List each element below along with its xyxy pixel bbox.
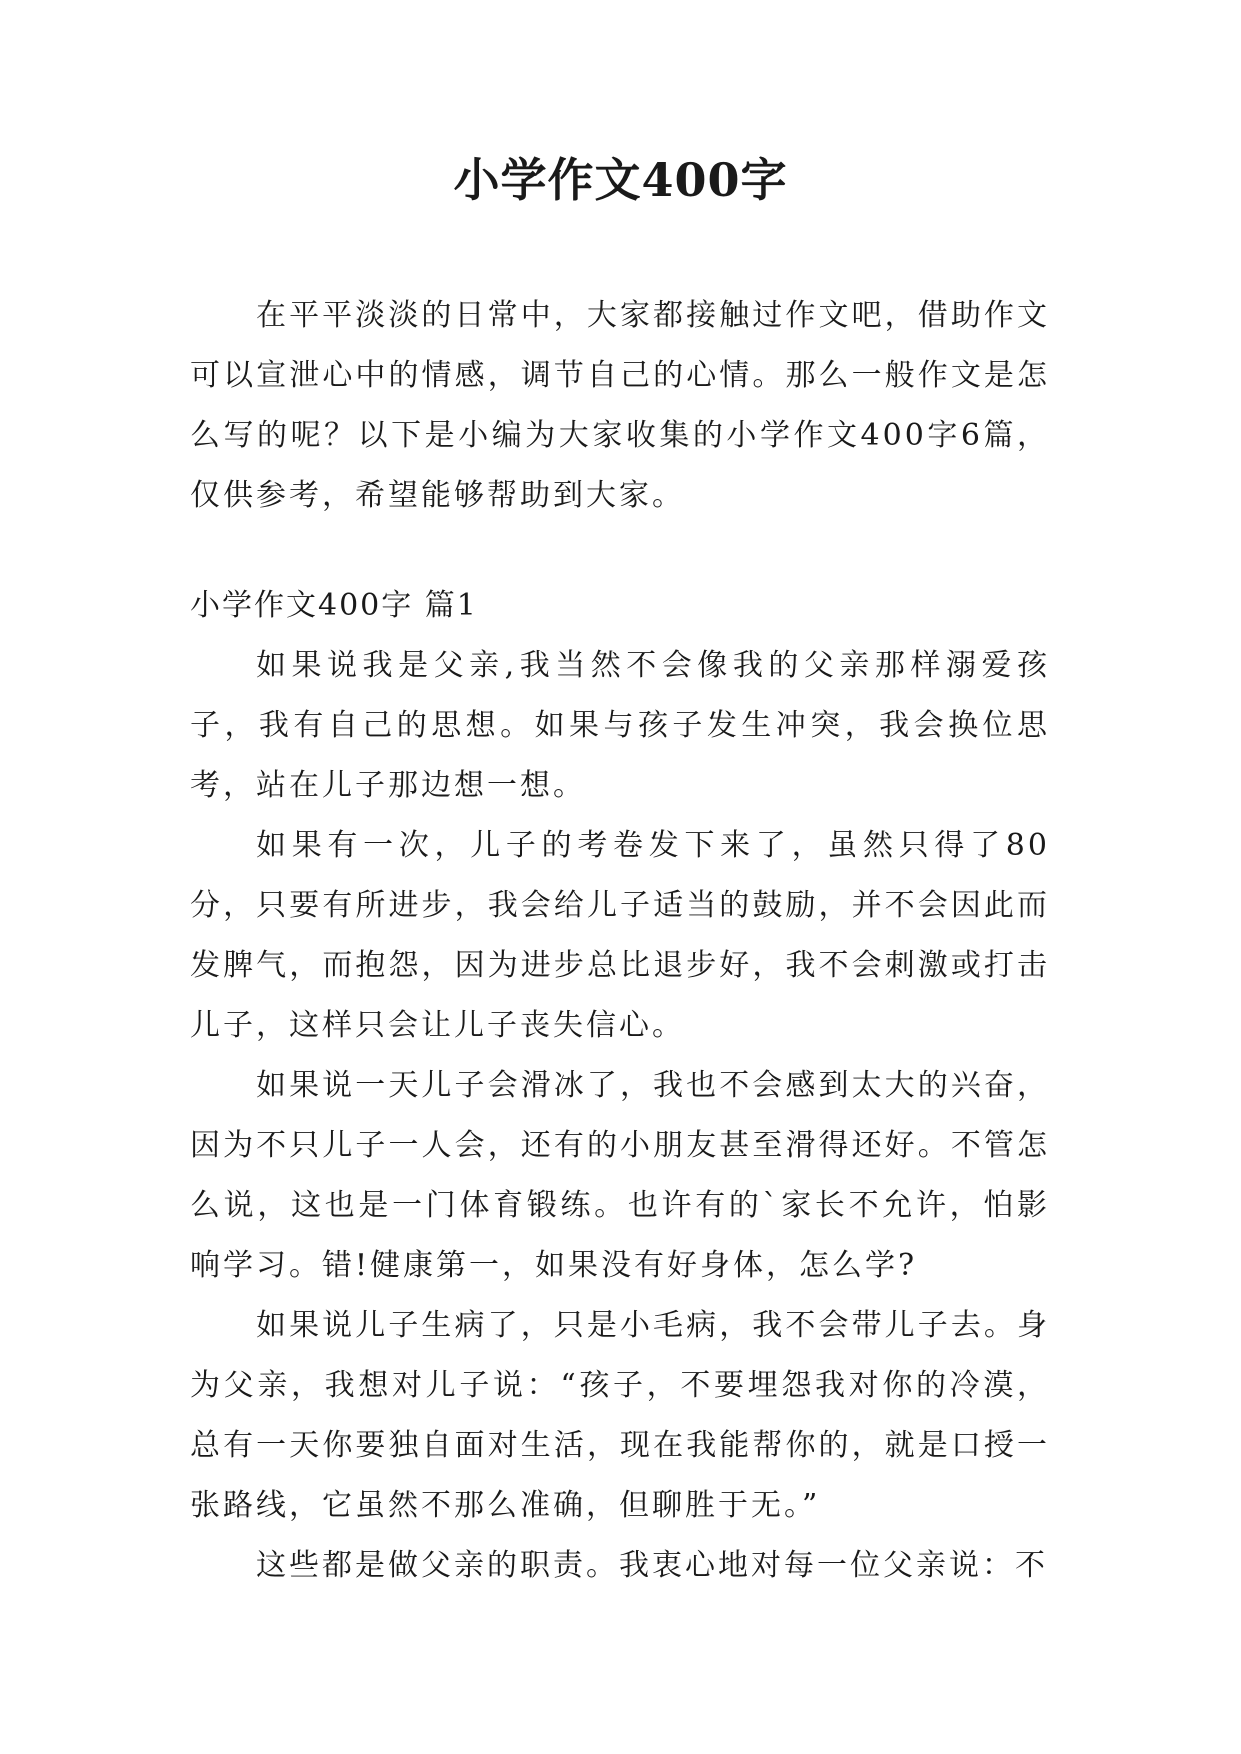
essay-paragraph: 如果有一次，儿子的考卷发下来了，虽然只得了80分，只要有所进步，我会给儿子适当的鼓励，并不会因此而发脾气，而抱怨，因为进步总比退步好，我不会刺激或打击儿子，这样只会让儿子丧失信心。 xyxy=(190,828,1050,1043)
essay-paragraph: 如果说我是父亲,我当然不会像我的父亲那样溺爱孩子，我有自己的思想。如果与孩子发生冲突，我会换位思考，站在儿子那边想一想。 xyxy=(190,648,1050,803)
essay-paragraph: 如果说儿子生病了，只是小毛病，我不会带儿子去。身为父亲，我想对儿子说：“孩子，不要埋怨我对你的冷漠，总有一天你要独自面对生活，现在我能帮你的，就是口授一张路线，它虽然不那么准确，但聊胜于无。” xyxy=(190,1308,1050,1523)
essay-body xyxy=(190,636,1050,1596)
essay-paragraph: 这些都是做父亲的职责。我衷心地对每一位父亲说：不 xyxy=(256,1548,1048,1583)
document-title: 小学作文400字 xyxy=(453,153,788,207)
intro-paragraph: 在平平淡淡的日常中，大家都接触过作文吧，借助作文可以宣泄心中的情感，调节自己的心情。那么一般作文是怎么写的呢？以下是小编为大家收集的小学作文400字6篇，仅供参考，希望能够帮助到大家。 xyxy=(190,298,1050,513)
section-heading: 小学作文400字 篇1 xyxy=(190,588,478,623)
essay-paragraph: 如果说一天儿子会滑冰了，我也不会感到太大的兴奋，因为不只儿子一人会，还有的小朋友甚至滑得还好。不管怎么说，这也是一门体育锻练。也许有的`家长不允许，怕影响学习。错!健康第一，如果没有好身体，怎么学? xyxy=(190,1068,1050,1283)
